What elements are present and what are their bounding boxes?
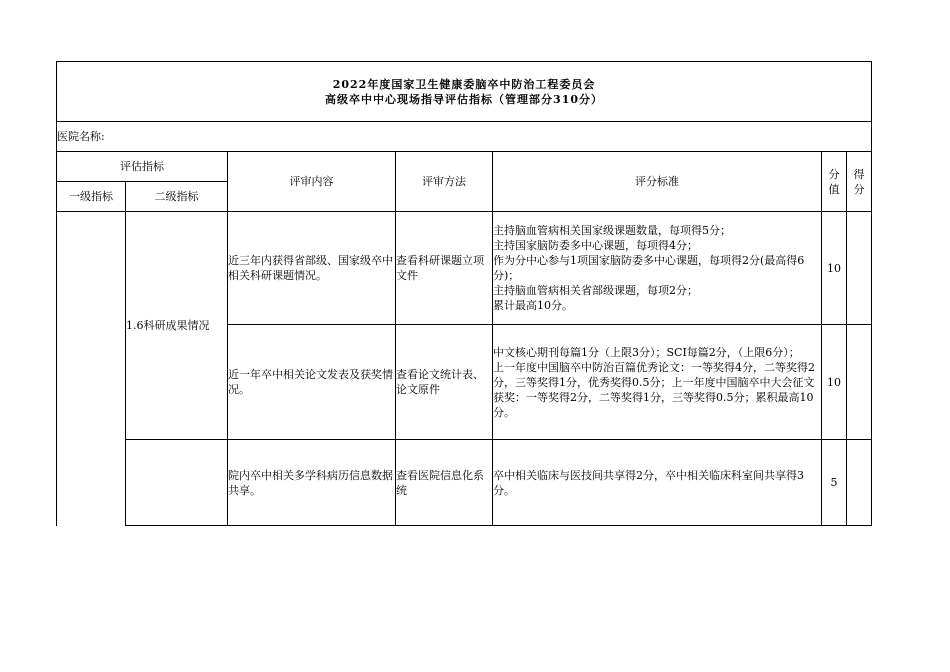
header-obtained-score-bottom: 分 [853, 182, 865, 196]
table-row [57, 440, 872, 526]
scoring-criteria-cell [493, 440, 822, 526]
header-eval-indicators: 评估指标 [57, 152, 228, 182]
header-max-score [822, 152, 847, 212]
header-max-score-top: 分 [828, 167, 840, 181]
evaluation-table [56, 61, 872, 526]
evaluation-sheet [56, 61, 872, 526]
level-1-cell [57, 212, 126, 526]
review-content-cell: 院内卒中相关多学科病历信息数据共享。 [228, 440, 396, 526]
scoring-criteria-cell [493, 212, 822, 325]
criteria-line: 上一年度中国脑卒中防治百篇优秀论文：一等奖得4分，二等奖得2分，三等奖得1分，优秀奖得0.5分；上一年度中国脑卒中大会征文获奖：一等奖得2分，二等奖得1分，三等奖得0.5分；累积最高10分。 [493, 360, 815, 419]
scoring-criteria-cell [493, 325, 822, 440]
criteria-line: 累计最高10分。 [493, 299, 573, 312]
max-score-cell: 10 [822, 212, 847, 325]
header-max-score-bottom: 值 [828, 182, 840, 196]
level-2-cell: 1.6科研成果情况 [126, 212, 228, 440]
header-review-method: 评审方法 [396, 152, 493, 212]
level-2-cell [126, 440, 228, 526]
criteria-line: 作为分中心参与1项国家脑防委多中心课题，每项得2分(最高得6分)； [493, 254, 805, 282]
obtained-score-cell [847, 440, 872, 526]
review-content-cell: 近三年内获得省部级、国家级卒中相关科研课题情况。 [228, 212, 396, 325]
header-level-2: 二级指标 [126, 182, 228, 212]
max-score-cell: 5 [822, 440, 847, 526]
header-obtained-score-top: 得 [853, 167, 865, 181]
title-row [57, 62, 872, 122]
hospital-name-label: 医院名称: [57, 122, 872, 152]
header-review-content: 评审内容 [228, 152, 396, 212]
header-obtained-score [847, 152, 872, 212]
header-level-1: 一级指标 [57, 182, 126, 212]
hospital-row [57, 122, 872, 152]
criteria-line: 主持脑血管病相关省部级课题，每项2分； [493, 284, 698, 297]
title-line-1: 2022年度国家卫生健康委脑卒中防治工程委员会 [332, 77, 596, 91]
review-content-cell: 近一年卒中相关论文发表及获奖情况。 [228, 325, 396, 440]
review-method-cell: 查看论文统计表、论文原件 [396, 325, 493, 440]
max-score-cell: 10 [822, 325, 847, 440]
table-row [57, 212, 872, 325]
criteria-line: 主持国家脑防委多中心课题，每项得4分； [493, 239, 698, 252]
obtained-score-cell [847, 212, 872, 325]
review-method-cell: 查看科研课题立项文件 [396, 212, 493, 325]
title-line-2: 高级卒中中心现场指导评估指标（管理部分310分） [325, 92, 604, 106]
header-scoring-criteria: 评分标准 [493, 152, 822, 212]
criteria-line: 卒中相关临床与医技间共享得2分，卒中相关临床科室间共享得3分。 [493, 468, 804, 497]
criteria-line: 中文核心期刊每篇1分（上限3分）；SCI每篇2分，（上限6分）； [493, 345, 800, 359]
criteria-line: 主持脑血管病相关国家级课题数量，每项得5分； [493, 224, 731, 237]
page-title [57, 62, 872, 122]
obtained-score-cell [847, 325, 872, 440]
review-method-cell: 查看医院信息化系统 [396, 440, 493, 526]
header-row-1 [57, 152, 872, 182]
